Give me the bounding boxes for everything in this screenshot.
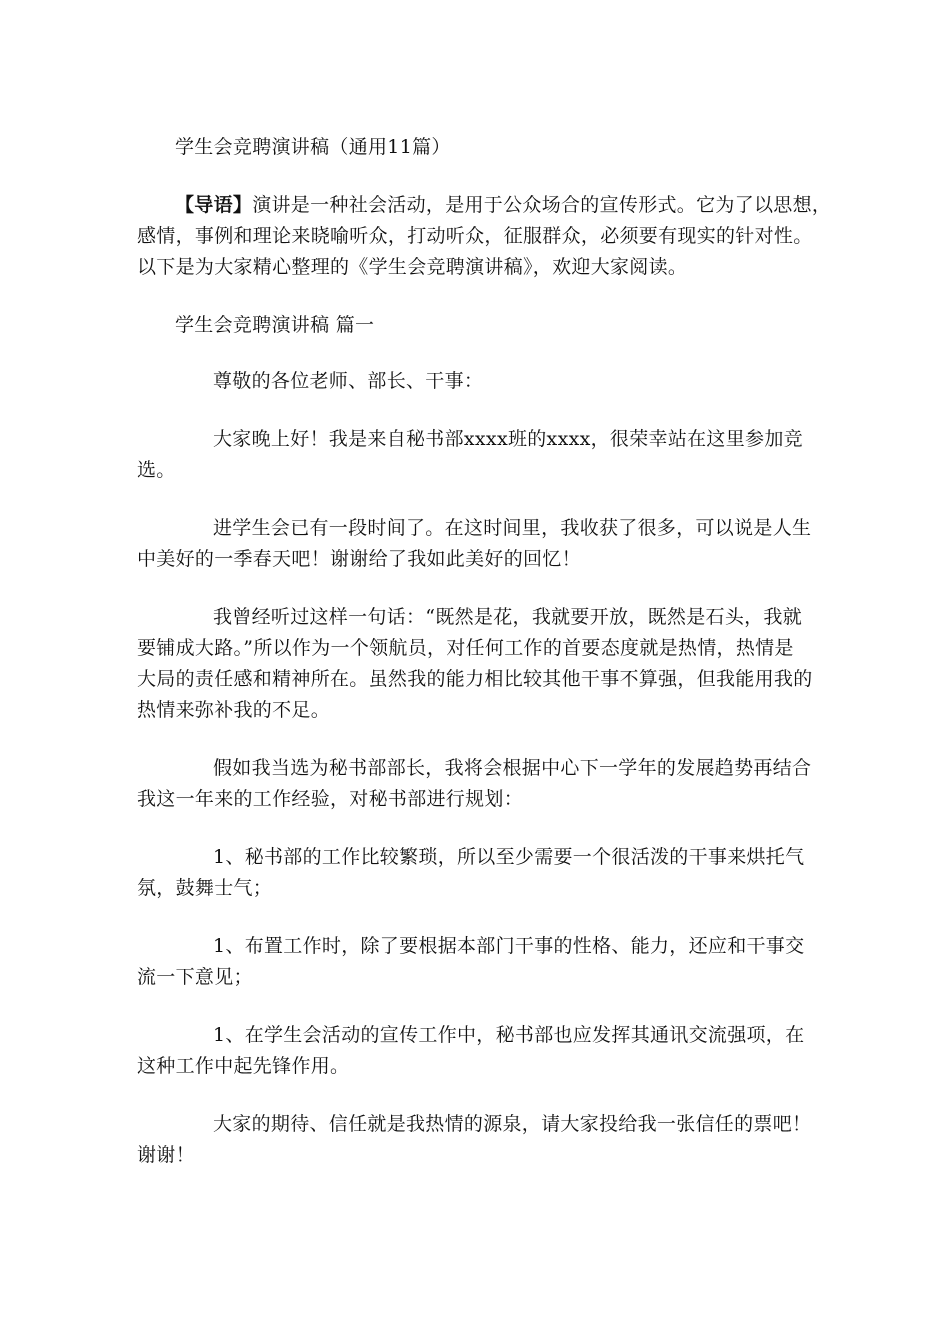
paragraph-line: 热情来弥补我的不足。 — [137, 699, 331, 721]
paragraph-line: 1、布置工作时，除了要根据本部门干事的性格、能力，还应和干事交 — [213, 935, 805, 957]
intro-text: 演讲是一种社会活动，是用于公众场合的宣传形式。它为了以思想， — [252, 194, 832, 216]
plan-item-paragraph — [137, 931, 827, 993]
salutation-paragraph — [137, 366, 827, 397]
closing-paragraph — [137, 1109, 827, 1171]
paragraph-line: 要铺成大路。”所以作为一个领航员，对任何工作的首要态度就是热情，热情是 — [137, 637, 794, 659]
section-heading: 学生会竞聘演讲稿 篇一 — [175, 314, 375, 336]
intro-paragraph — [137, 190, 832, 283]
experience-paragraph — [137, 513, 827, 575]
paragraph-line: 1、在学生会活动的宣传工作中，秘书部也应发挥其通讯交流强项，在 — [213, 1024, 805, 1046]
paragraph-line: 选。 — [137, 459, 176, 481]
intro-line: 以下是为大家精心整理的《学生会竞聘演讲稿》，欢迎大家阅读。 — [137, 256, 688, 278]
paragraph-line: 假如我当选为秘书部部长，我将会根据中心下一学年的发展趋势再结合 — [213, 757, 812, 779]
document-page — [137, 132, 832, 1198]
plan-item-paragraph — [137, 1020, 827, 1082]
paragraph-line: 中美好的一季春天吧！谢谢给了我如此美好的回忆！ — [137, 548, 581, 570]
paragraph-line: 谢谢！ — [137, 1144, 195, 1166]
paragraph-line: 大局的责任感和精神所在。虽然我的能力相比较其他干事不算强，但我能用我的 — [137, 668, 813, 690]
paragraph-line: 大家的期待、信任就是我热情的源泉，请大家投给我一张信任的票吧！ — [213, 1113, 812, 1135]
attitude-paragraph — [137, 602, 827, 726]
paragraph-line: 我这一年来的工作经验，对秘书部进行规划： — [137, 788, 524, 810]
intro-lead: 【导语】 — [175, 194, 253, 216]
paragraph-line: 大家晚上好！我是来自秘书部xxxx班的xxxx，很荣幸站在这里参加竞 — [213, 428, 803, 450]
intro-line — [137, 190, 832, 221]
plan-item-paragraph — [137, 842, 827, 904]
paragraph-line: 进学生会已有一段时间了。在这时间里，我收获了很多，可以说是人生 — [213, 517, 812, 539]
paragraph-line: 这种工作中起先锋作用。 — [137, 1055, 350, 1077]
paragraph-line: 尊敬的各位老师、部长、干事： — [213, 370, 484, 392]
greeting-paragraph — [137, 424, 827, 486]
paragraph-line: 氛，鼓舞士气； — [137, 877, 273, 899]
intro-line: 感情，事例和理论来晓喻听众，打动听众，征服群众，必须要有现实的针对性。 — [137, 225, 813, 247]
plan-paragraph — [137, 753, 827, 815]
paragraph-line: 1、秘书部的工作比较繁琐，所以至少需要一个很活泼的干事来烘托气 — [213, 846, 805, 868]
paragraph-line: 流一下意见； — [137, 966, 253, 988]
document-title: 学生会竞聘演讲稿（通用11篇） — [175, 136, 451, 158]
paragraph-line: 我曾经听过这样一句话：“既然是花，我就要开放，既然是石头，我就 — [213, 606, 803, 628]
